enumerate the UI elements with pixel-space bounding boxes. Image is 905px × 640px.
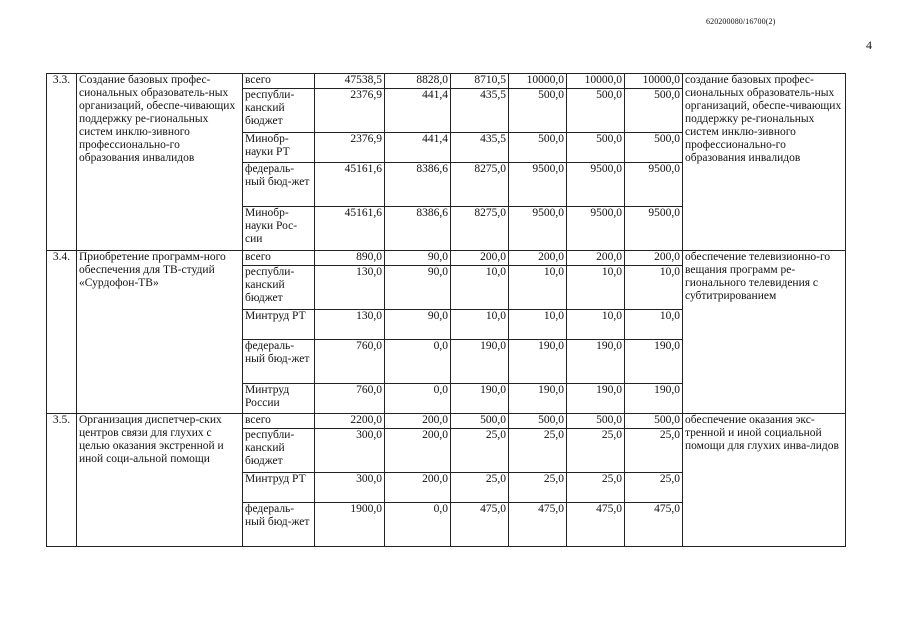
funding-value: 200,0 bbox=[385, 473, 451, 503]
table-row bbox=[47, 414, 846, 429]
funding-value: 10000,0 bbox=[625, 74, 683, 89]
funding-value: 190,0 bbox=[509, 384, 567, 414]
funding-source: Минтруд России bbox=[243, 384, 315, 414]
funding-source: всего bbox=[243, 74, 315, 89]
funding-value: 890,0 bbox=[315, 251, 385, 266]
funding-value: 25,0 bbox=[509, 429, 567, 473]
item-number: 3.5. bbox=[47, 414, 77, 547]
funding-value: 10,0 bbox=[451, 266, 509, 310]
funding-value: 45161,6 bbox=[315, 163, 385, 207]
funding-value: 500,0 bbox=[625, 133, 683, 163]
funding-value: 475,0 bbox=[509, 503, 567, 547]
item-number: 3.4. bbox=[47, 251, 77, 414]
funding-value: 25,0 bbox=[509, 473, 567, 503]
item-number: 3.3. bbox=[47, 74, 77, 251]
funding-value: 441,4 bbox=[385, 133, 451, 163]
funding-value: 8710,5 bbox=[451, 74, 509, 89]
funding-value: 8386,6 bbox=[385, 163, 451, 207]
funding-value: 190,0 bbox=[567, 340, 625, 384]
funding-value: 441,4 bbox=[385, 89, 451, 133]
funding-value: 475,0 bbox=[625, 503, 683, 547]
funding-value: 90,0 bbox=[385, 251, 451, 266]
funding-value: 10,0 bbox=[451, 310, 509, 340]
funding-value: 435,5 bbox=[451, 89, 509, 133]
funding-value: 190,0 bbox=[451, 384, 509, 414]
funding-value: 760,0 bbox=[315, 340, 385, 384]
funding-value: 9500,0 bbox=[567, 207, 625, 251]
funding-value: 760,0 bbox=[315, 384, 385, 414]
funding-value: 300,0 bbox=[315, 429, 385, 473]
funding-value: 130,0 bbox=[315, 266, 385, 310]
funding-value: 25,0 bbox=[625, 473, 683, 503]
funding-source: Минобр-науки РТ bbox=[243, 133, 315, 163]
funding-value: 45161,6 bbox=[315, 207, 385, 251]
funding-value: 25,0 bbox=[451, 473, 509, 503]
funding-source: Минтруд РТ bbox=[243, 310, 315, 340]
funding-value: 10000,0 bbox=[509, 74, 567, 89]
funding-value: 9500,0 bbox=[509, 163, 567, 207]
funding-value: 190,0 bbox=[451, 340, 509, 384]
funding-value: 190,0 bbox=[509, 340, 567, 384]
funding-value: 10,0 bbox=[625, 266, 683, 310]
document-code: 620200080/16700(2) bbox=[706, 17, 776, 26]
funding-value: 1900,0 bbox=[315, 503, 385, 547]
expected-result: обеспечение оказания экс-тренной и иной социальной помощи для глухих инва-лидов bbox=[683, 414, 846, 547]
funding-value: 10000,0 bbox=[567, 74, 625, 89]
funding-value: 200,0 bbox=[385, 429, 451, 473]
funding-source: республи-канский бюджет bbox=[243, 429, 315, 473]
funding-value: 2376,9 bbox=[315, 133, 385, 163]
funding-value: 475,0 bbox=[567, 503, 625, 547]
funding-value: 9500,0 bbox=[625, 163, 683, 207]
funding-value: 200,0 bbox=[385, 414, 451, 429]
funding-value: 9500,0 bbox=[625, 207, 683, 251]
funding-value: 25,0 bbox=[567, 429, 625, 473]
funding-value: 190,0 bbox=[625, 384, 683, 414]
funding-source: федераль-ный бюд-жет bbox=[243, 503, 315, 547]
funding-value: 500,0 bbox=[451, 414, 509, 429]
funding-value: 25,0 bbox=[567, 473, 625, 503]
funding-value: 435,5 bbox=[451, 133, 509, 163]
funding-source: Минтруд РТ bbox=[243, 473, 315, 503]
funding-value: 8386,6 bbox=[385, 207, 451, 251]
funding-value: 200,0 bbox=[567, 251, 625, 266]
funding-value: 500,0 bbox=[625, 414, 683, 429]
funding-value: 10,0 bbox=[509, 310, 567, 340]
table-row bbox=[47, 251, 846, 266]
funding-value: 10,0 bbox=[625, 310, 683, 340]
funding-value: 9500,0 bbox=[567, 163, 625, 207]
funding-source: республи-канский бюджет bbox=[243, 89, 315, 133]
funding-value: 25,0 bbox=[451, 429, 509, 473]
funding-value: 190,0 bbox=[625, 340, 683, 384]
program-table bbox=[46, 73, 846, 547]
table-row bbox=[47, 74, 846, 89]
funding-value: 500,0 bbox=[567, 89, 625, 133]
funding-value: 2200,0 bbox=[315, 414, 385, 429]
funding-value: 190,0 bbox=[567, 384, 625, 414]
measure-name: Приобретение программ-ного обеспечения для ТВ-студий «Сурдофон-ТВ» bbox=[77, 251, 243, 414]
expected-result: обеспечение телевизионно-го вещания программ ре-гионального телевидения с субтитрированием bbox=[683, 251, 846, 414]
funding-value: 10,0 bbox=[567, 310, 625, 340]
funding-value: 500,0 bbox=[625, 89, 683, 133]
funding-value: 0,0 bbox=[385, 384, 451, 414]
funding-value: 9500,0 bbox=[509, 207, 567, 251]
expected-result: создание базовых профес-сиональных образователь-ных организаций, обеспе-чивающих поддержку ре-гиональных систем инклю-зивного профессионально-го образования инвалидов bbox=[683, 74, 846, 251]
funding-source: Минобр-науки Рос-сии bbox=[243, 207, 315, 251]
funding-value: 90,0 bbox=[385, 310, 451, 340]
funding-value: 8275,0 bbox=[451, 207, 509, 251]
funding-source: федераль-ный бюд-жет bbox=[243, 340, 315, 384]
funding-value: 8828,0 bbox=[385, 74, 451, 89]
funding-value: 475,0 bbox=[451, 503, 509, 547]
measure-name: Создание базовых профес-сиональных образователь-ных организаций, обеспе-чивающих поддержку ре-гиональных систем инклю-зивного профессионально-го образования инвалидов bbox=[77, 74, 243, 251]
funding-value: 10,0 bbox=[567, 266, 625, 310]
funding-value: 25,0 bbox=[625, 429, 683, 473]
funding-value: 500,0 bbox=[567, 133, 625, 163]
funding-source: республи-канский бюджет bbox=[243, 266, 315, 310]
funding-value: 500,0 bbox=[509, 414, 567, 429]
funding-value: 500,0 bbox=[567, 414, 625, 429]
funding-value: 130,0 bbox=[315, 310, 385, 340]
funding-value: 47538,5 bbox=[315, 74, 385, 89]
page-number: 4 bbox=[866, 38, 872, 52]
funding-value: 200,0 bbox=[451, 251, 509, 266]
funding-value: 500,0 bbox=[509, 89, 567, 133]
funding-value: 8275,0 bbox=[451, 163, 509, 207]
funding-value: 200,0 bbox=[509, 251, 567, 266]
funding-value: 2376,9 bbox=[315, 89, 385, 133]
funding-source: всего bbox=[243, 414, 315, 429]
measure-name: Организация диспетчер-ских центров связи для глухих с целью оказания экстренной и иной соци-альной помощи bbox=[77, 414, 243, 547]
funding-value: 300,0 bbox=[315, 473, 385, 503]
funding-value: 0,0 bbox=[385, 503, 451, 547]
funding-value: 500,0 bbox=[509, 133, 567, 163]
funding-source: федераль-ный бюд-жет bbox=[243, 163, 315, 207]
funding-value: 200,0 bbox=[625, 251, 683, 266]
funding-value: 10,0 bbox=[509, 266, 567, 310]
funding-source: всего bbox=[243, 251, 315, 266]
funding-value: 0,0 bbox=[385, 340, 451, 384]
funding-value: 90,0 bbox=[385, 266, 451, 310]
